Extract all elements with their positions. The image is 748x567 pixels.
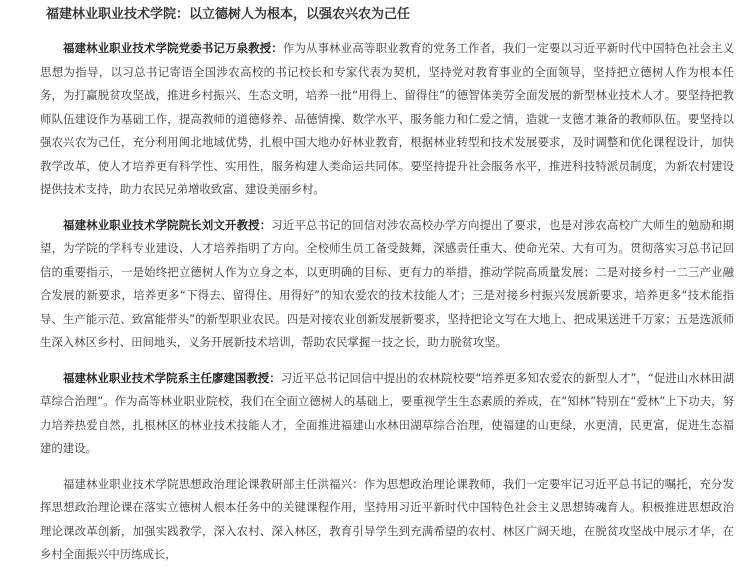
paragraph-politics-teacher bbox=[40, 473, 734, 567]
article-headline: 福建林业职业技术学院：以立德树人为根本，以强农兴农为己任 bbox=[46, 7, 411, 22]
speaker-name: 福建林业职业技术学院院长刘文开教授： bbox=[63, 217, 272, 232]
speaker-name: 福建林业职业技术学院党委书记万泉教授： bbox=[63, 41, 283, 55]
paragraph-party-secretary bbox=[40, 37, 734, 202]
paragraph-president bbox=[40, 214, 734, 355]
paragraph-text: 福建林业职业技术学院思想政治理论课教研部主任洪福兴：作为思想政治理论课教师，我们一定要牢记习近平总书记的嘱托，充分发挥思想政治理论课在落实立德树人根本任务中的关键课程作用，坚持用习近平新时代中国特色社会主义思想铸魂育人。积极推进思想政治理论课改革创新，加强实践教学，深入农村、深入林区，教育引导学生到充满希望的农村、林区广阔天地，在脱贫攻坚战中展示才华，在乡村全面振兴中历练成长， bbox=[40, 476, 734, 561]
speaker-name: 福建林业职业技术学院系主任廖建国教授： bbox=[63, 370, 281, 385]
paragraph-text: 作为从事林业高等职业教育的党务工作者，我们一定要以习近平新时代中国特色社会主义思想为指导，以习总书记寄语全国涉农高校的书记校长和专家代表为契机，坚持党对教育事业的全面领导，坚持把立德树人作为根本任务，为打赢脱贫攻坚战，推进乡村振兴、生态文明，培养一批“用得上、留得住”的德智体美劳全面发展的新型林业技术人才。要坚持把教师队伍建设作为基础工作，提高教师的道德修养、品德情操、数学水平、服务能力和仁爱之情，造就一支德才兼备的教师队伍。要坚持以强农兴农为己任，充分利用闽北地域优势，扎根中国大地办好林业教育，根据林业转型和技术发展要求，及时调整和优化课程设计，加快教学改革，使人才培养更有科学性、实用性，服务构建人类命运共同体。要坚持提升社会服务水平，推进科技特派员制度，为新农村建设提供技术支持，助力农民兄弟增收致富、建设美丽乡村。 bbox=[40, 41, 734, 196]
paragraph-text: 习近平总书记的回信对涉农高校办学方向提出了要求，也是对涉农高校广大师生的勉励和期望，为学院的学科专业建设、人才培养指明了方向。全校师生员工备受鼓舞，深感责任重大、使命光荣、大有可为。贯彻落实习总书记回信的重要指示，一是始终把立德树人作为立身之本，以更明确的目标、更有力的举措，推动学院高质量发展；二是对接乡村一二三产业融合发展的新要求，培养更多“下得去、留得住、用得好”的知农爱农的技术技能人才；三是对接乡村振兴发展新要求，培养更多“技术能指导、生产能示范、致富能带头”的新型职业农民。四是对接农业创新发展新要求，坚持把论文写在大地上、把成果送进千万家；五是选派师生深入林区乡村、田间地头，义务开展新技术培训，帮助农民掌握一技之长，助力脱贫攻坚。 bbox=[40, 217, 734, 349]
paragraph-department-head bbox=[40, 367, 734, 461]
paragraph-text: 习近平总书记回信中提出的农林院校要“培养更多知农爱农的新型人才”，“促进山水林田湖草综合治理”。作为高等林业职业院校，我们在全面立德树人的基础上，要重视学生生态素质的养成，在“知林”特别在“爱林”上下功夫，努力培养热爱自然，扎根林区的林业技术技能人才，全面推进福建山水林田湖草综合治理，使福建的山更绿，水更清，民更富，促进生态福建的建设。 bbox=[40, 370, 734, 455]
